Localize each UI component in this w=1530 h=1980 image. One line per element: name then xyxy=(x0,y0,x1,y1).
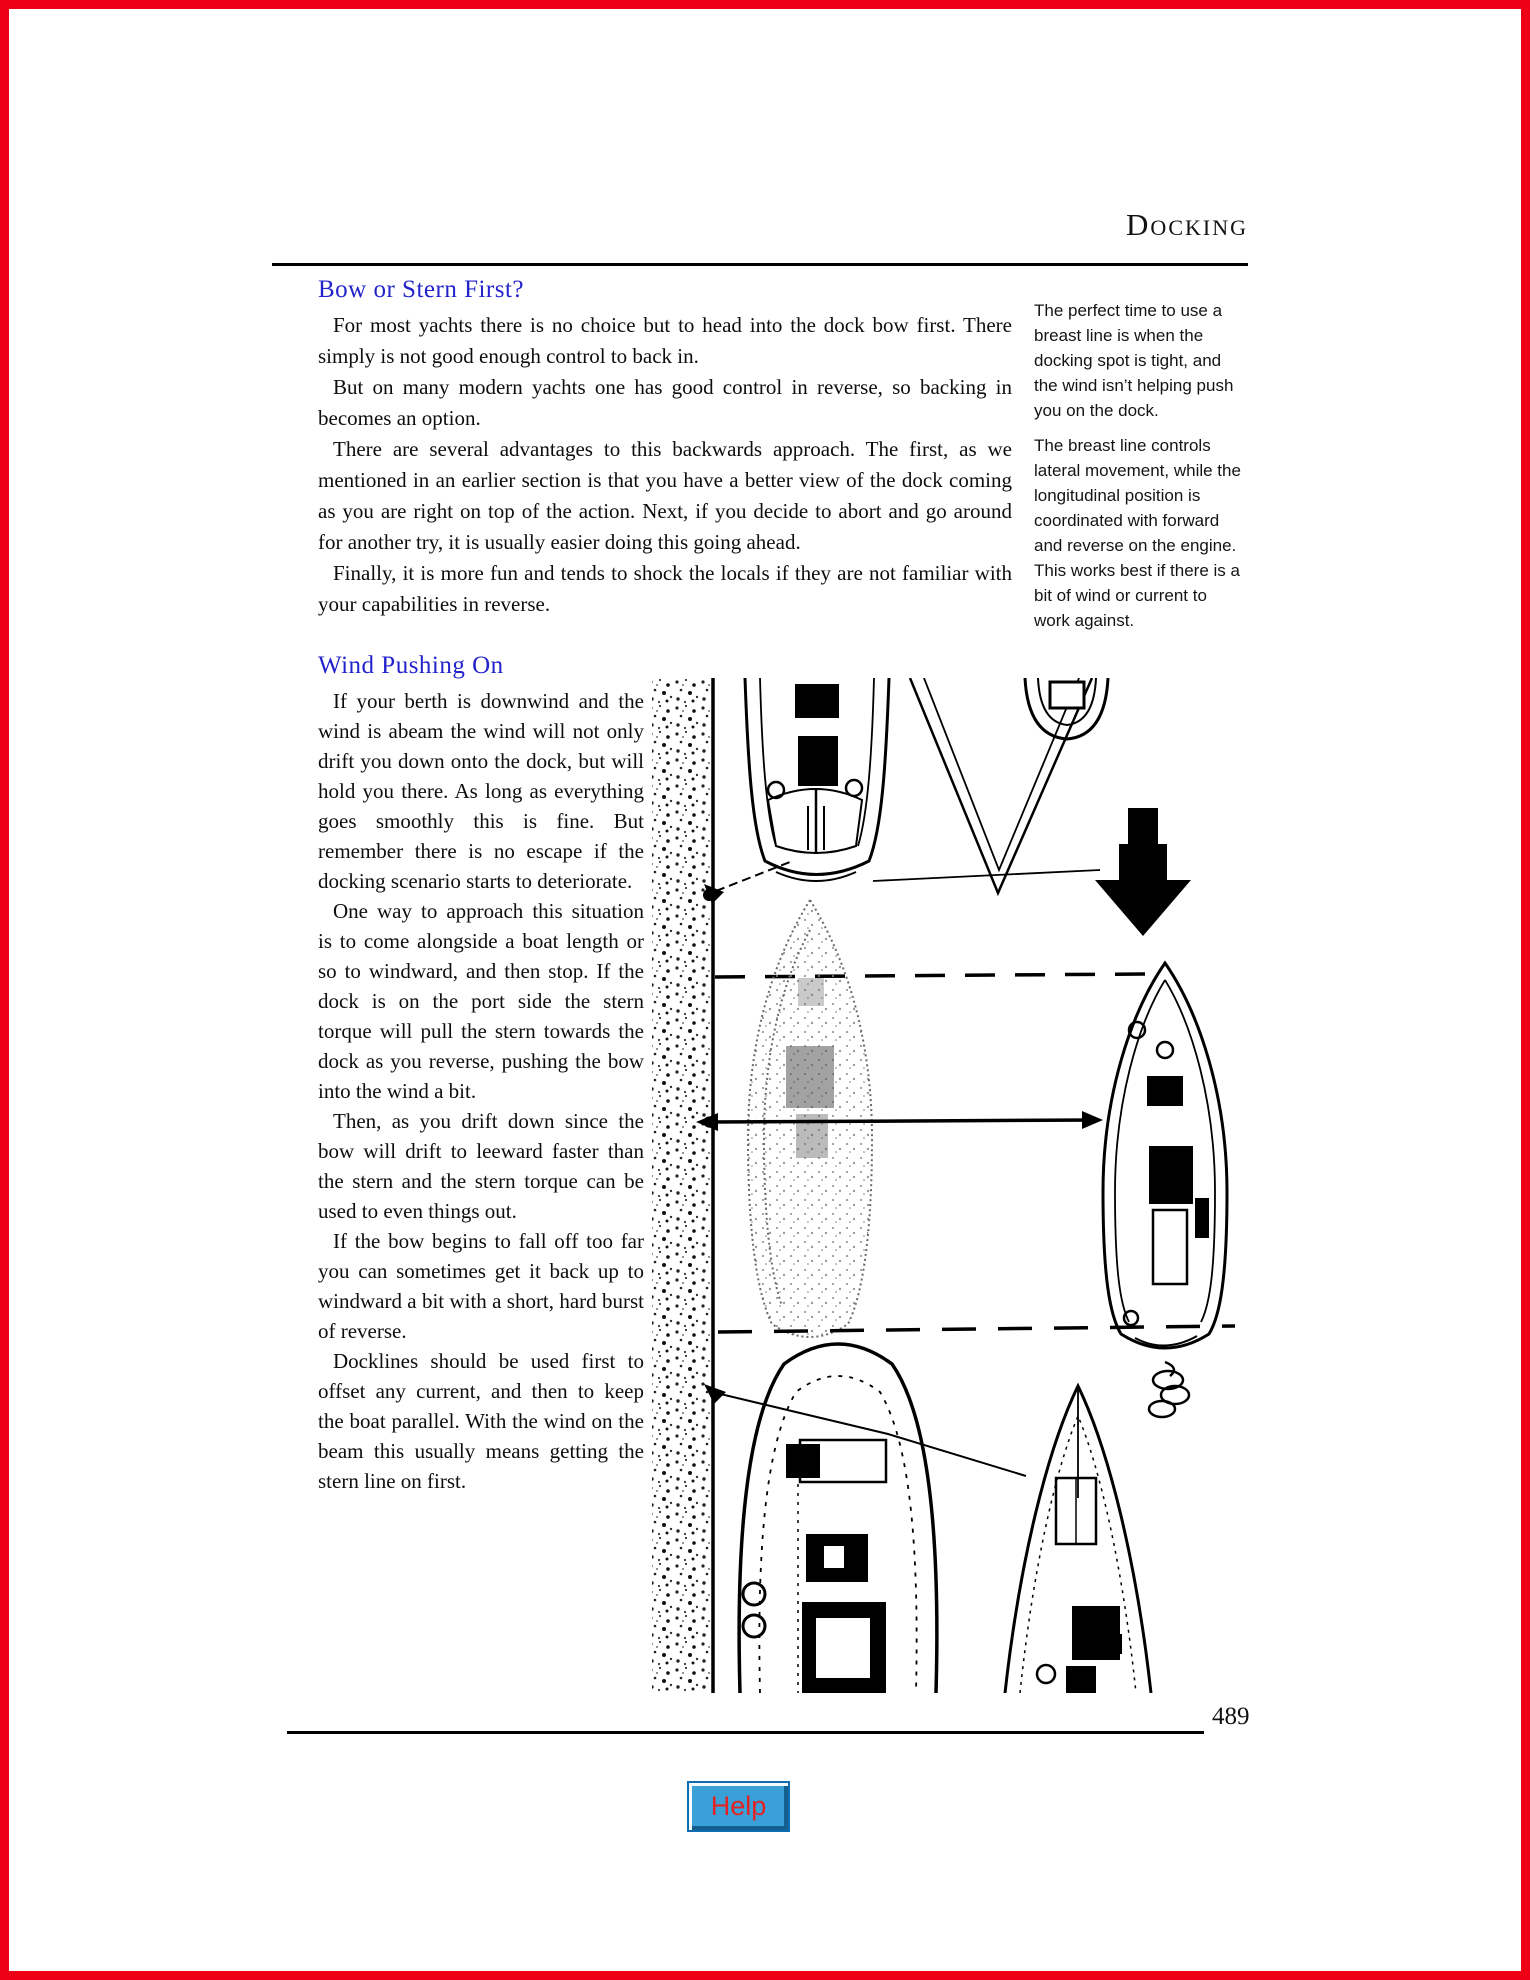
paragraph: For most yachts there is no choice but to head into the dock bow first. There simply is not good enough control to back in. xyxy=(318,313,1012,368)
margin-note-paragraph: The breast line controls lateral movement, while the longitudinal position is coordinated with forward and reverse on the engine. This works best if there is a bit of wind or current to work against. xyxy=(1034,436,1241,630)
paragraph: Then, as you drift down since the bow will drift to leeward faster than the stern and the stern torque can be used to even things out. xyxy=(318,1109,644,1223)
stern-line xyxy=(703,862,790,904)
help-button-label: Help xyxy=(710,1791,767,1821)
bow-line xyxy=(712,1392,1026,1476)
help-button[interactable] xyxy=(687,1781,790,1832)
chapter-header: Docking xyxy=(1126,207,1248,242)
bottom-right-sailboat xyxy=(1005,1386,1151,1693)
section-wind-pushing-on xyxy=(318,652,644,1496)
partial-boat-top-right xyxy=(1025,678,1108,739)
footer-rule xyxy=(287,1731,1204,1734)
rigging-line xyxy=(873,870,1100,881)
dock-stipple-band xyxy=(652,678,710,1693)
paragraph: Docklines should be used first to offset any current, and then to keep the boat parallel. With the wind on the beam this usually means getting the stern line on first. xyxy=(318,1349,644,1493)
paragraph: But on many modern yachts one has good control in reverse, so backing in becomes an option. xyxy=(318,375,1012,430)
paragraph: If your berth is downwind and the wind is abeam the wind will not only drift you down onto the dock, but will hold you there. As long as everything goes smoothly this is fine. But remember there is no escape if the docking scenario starts to deteriorate. xyxy=(318,689,644,893)
anchor-rode xyxy=(1149,1362,1189,1417)
docked-boat-top xyxy=(745,678,889,881)
ghost-boat xyxy=(748,900,872,1337)
section-bow-or-stern xyxy=(318,276,1012,620)
section-heading: Bow or Stern First? xyxy=(318,276,525,303)
bottom-left-boat xyxy=(739,1344,937,1693)
margin-note xyxy=(1034,298,1244,643)
bow-outline-boat xyxy=(910,678,1092,893)
page-number: 489 xyxy=(1212,1703,1250,1730)
paragraph: If the bow begins to fall off too far you can sometimes get it back up to windward a bit with a short, hard burst of reverse. xyxy=(318,1229,644,1343)
wind-arrow xyxy=(1095,808,1191,936)
paragraph: Finally, it is more fun and tends to shock the locals if they are not familiar with your capabilities in reverse. xyxy=(318,561,1012,616)
approach-boat xyxy=(1103,963,1227,1348)
section-heading: Wind Pushing On xyxy=(318,652,504,679)
paragraph: There are several advantages to this backwards approach. The first, as we mentioned in an earlier section is that you have a better view of the dock coming as you are right on top of the action. Next, if you decide to abort and go around for another try, it is usually easier doing this going ahead. xyxy=(318,437,1012,554)
header-rule xyxy=(272,263,1248,266)
margin-note-paragraph: The perfect time to use a breast line is when the docking spot is tight, and the wind isn’t helping push you on the dock. xyxy=(1034,301,1234,420)
docking-illustration xyxy=(648,678,1238,1693)
paragraph: One way to approach this situation is to come alongside a boat length or so to windward, and then stop. If the dock is on the port side the stern torque will pull the stern towards the dock as you reverse, pushing the bow into the wind a bit. xyxy=(318,899,644,1103)
